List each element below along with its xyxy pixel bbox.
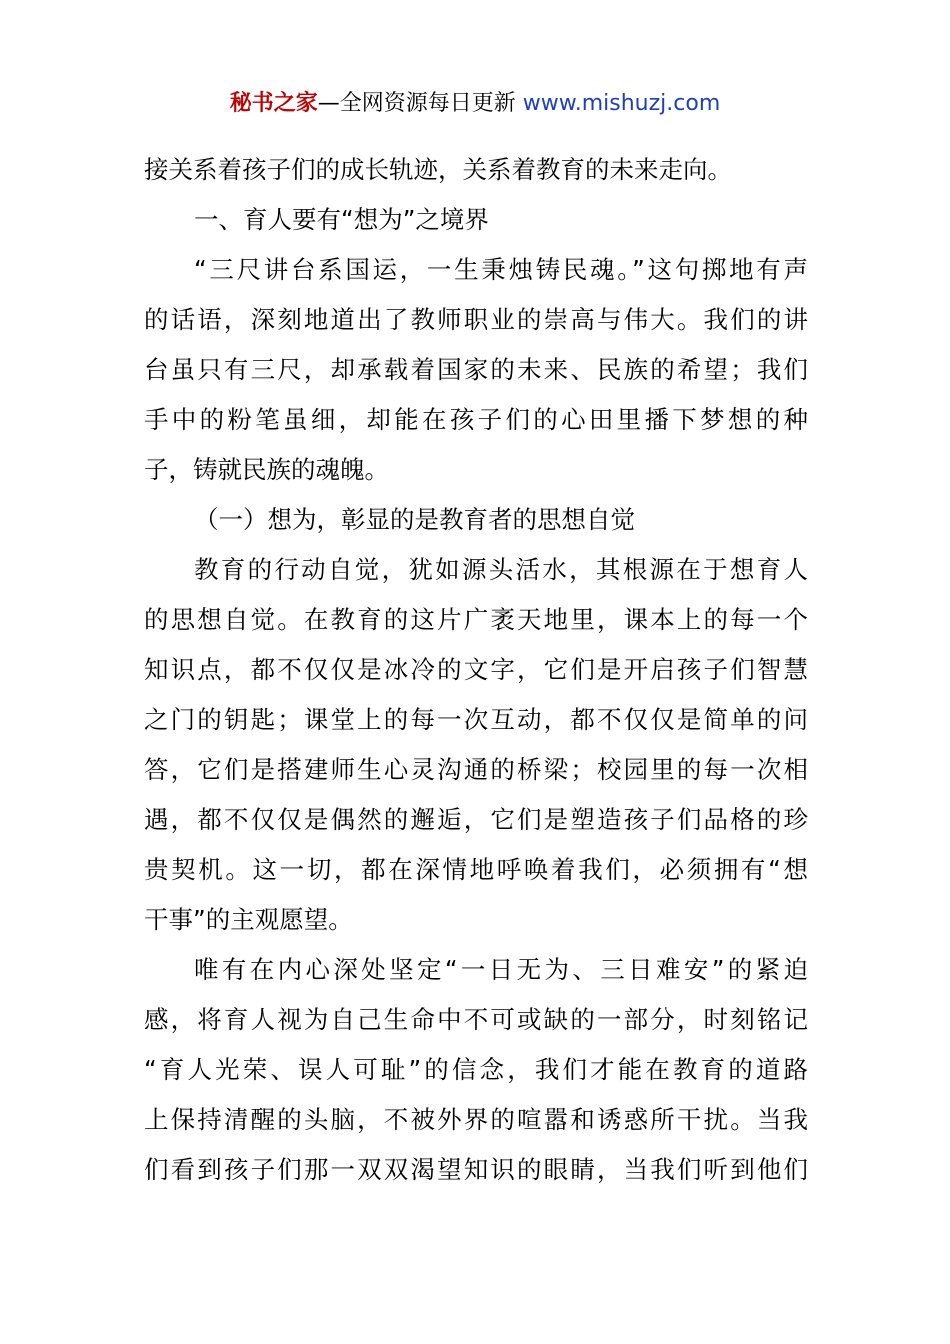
text-line: 感，将育人视为自己生命中不可或缺的一部分，时刻铭记 — [144, 1005, 808, 1034]
text-line: 接关系着孩子们的成长轨迹，关系着教育的未来走向。 — [144, 155, 732, 184]
header-brand: 秘书之家 — [229, 91, 318, 116]
header-tagline: —全网资源每日更新 — [317, 91, 523, 116]
text-line: 手中的粉笔虽细，却能在孩子们的心田里播下梦想的种 — [144, 405, 808, 434]
text-line: 之门的钥匙；课堂上的每一次互动，都不仅仅是简单的问 — [144, 705, 808, 734]
section-heading: 一、育人要有“想为”之境界 — [194, 205, 489, 234]
text-line: 遇，都不仅仅是偶然的邂逅，它们是塑造孩子们品格的珍 — [144, 805, 808, 834]
text-line: 上保持清醒的头脑，不被外界的喧嚣和诱惑所干扰。当我 — [144, 1105, 808, 1134]
text-line: 唯有在内心深处坚定“一日无为、三日难安”的紧迫 — [194, 955, 808, 984]
text-line: 知识点，都不仅仅是冰冷的文字，它们是开启孩子们智慧 — [144, 655, 808, 684]
text-line: 干事”的主观愿望。 — [144, 905, 353, 934]
text-line: 的话语，深刻地道出了教师职业的崇高与伟大。我们的讲 — [144, 305, 808, 334]
text-line: 答，它们是搭建师生心灵沟通的桥梁；校园里的每一次相 — [144, 755, 808, 784]
text-line: 的思想自觉。在教育的这片广袤天地里，课本上的每一个 — [144, 605, 808, 634]
subsection-heading: （一）想为，彰显的是教育者的思想自觉 — [194, 505, 635, 534]
text-line: 教育的行动自觉，犹如源头活水，其根源在于想育人 — [194, 555, 808, 584]
document-header — [0, 86, 950, 122]
text-line: 们看到孩子们那一双双渴望知识的眼睛，当我们听到他们 — [144, 1155, 808, 1184]
text-line: 台虽只有三尺，却承载着国家的未来、民族的希望；我们 — [144, 355, 808, 384]
header-url-link[interactable]: www.mishuzj.com — [522, 91, 721, 116]
document-body — [144, 145, 808, 1195]
text-line: “育人光荣、误人可耻”的信念，我们才能在教育的道路 — [144, 1055, 808, 1084]
text-line: 贵契机。这一切，都在深情地呼唤着我们，必须拥有“想 — [144, 855, 808, 884]
text-line: 子，铸就民族的魂魄。 — [144, 455, 389, 484]
text-line: “三尺讲台系国运，一生秉烛铸民魂。”这句掷地有声 — [194, 255, 808, 284]
